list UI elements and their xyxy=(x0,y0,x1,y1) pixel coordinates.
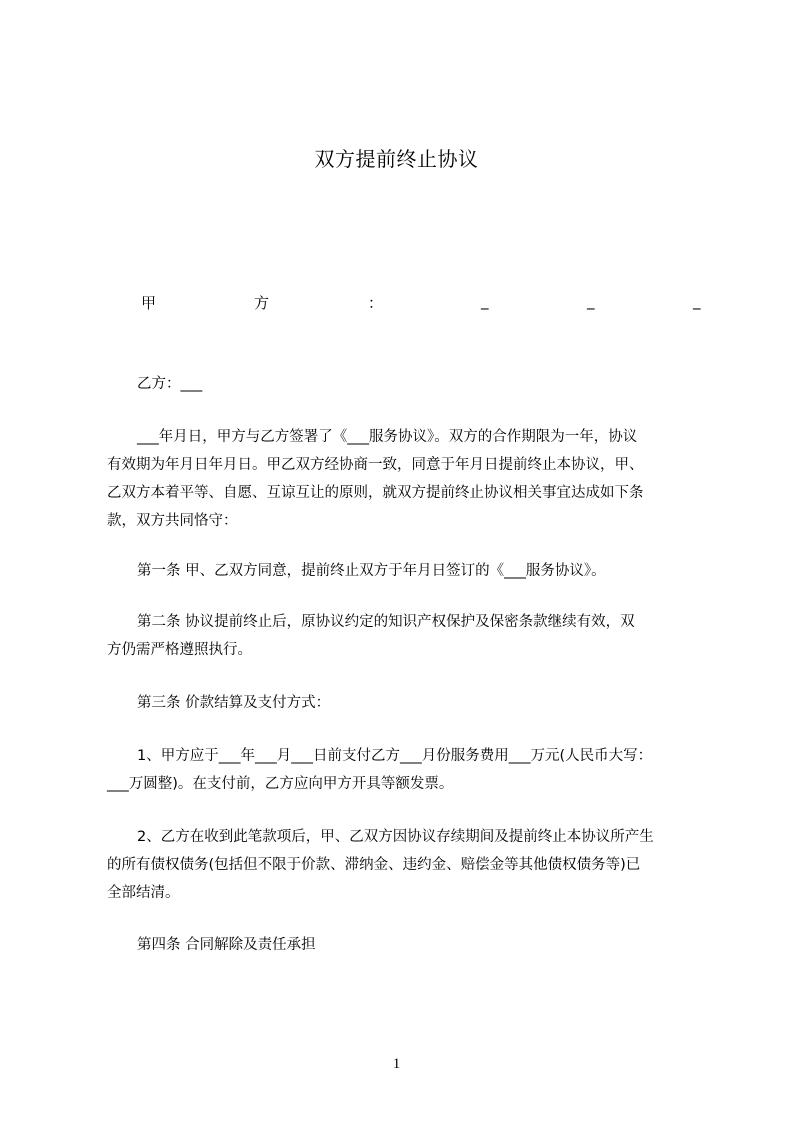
clause-1-line-1: 1、甲方应于___年___月___日前支付乙方___月份服务费用___万元(人民币大写： xyxy=(137,748,653,764)
page-number: 1 xyxy=(392,1056,401,1072)
article-1: 第一条 甲、乙双方同意，提前终止双方于年月日签订的《___服务协议》。 xyxy=(137,563,606,579)
party-a-blank-1: _ xyxy=(481,292,489,310)
intro-line-4: 款，双方共同恪守： xyxy=(107,513,238,529)
clause-2-line-1: 2、乙方在收到此笔款项后，甲、乙双方因协议存续期间及提前终止本协议所产生 xyxy=(137,829,654,845)
intro-line-1: ___年月日，甲方与乙方签署了《___服务协议》。双方的合作期限为一年，协议 xyxy=(137,429,638,445)
clause-2-line-2: 的所有债权债务(包括但不限于价款、滞纳金、违约金、赔偿金等其他债权债务等)已 xyxy=(107,857,641,873)
clause-1-line-2: ___万圆整)。在支付前，乙方应向甲方开具等额发票。 xyxy=(107,776,454,792)
article-4: 第四条 合同解除及责任承担 xyxy=(137,937,316,953)
article-2-line-2: 方仍需严格遵照执行。 xyxy=(107,642,252,658)
party-a-blank-3: _ xyxy=(693,292,701,310)
party-a-colon: ： xyxy=(368,294,384,312)
intro-line-3: 乙双方本着平等、自愿、互谅互让的原则，就双方提前终止协议相关事宜达成如下条 xyxy=(107,485,644,501)
document-title: 双方提前终止协议 xyxy=(314,147,479,171)
party-a-label-char2: 方 xyxy=(254,294,270,312)
article-2-line-1: 第二条 协议提前终止后，原协议约定的知识产权保护及保密条款继续有效，双 xyxy=(137,614,635,630)
article-3: 第三条 价款结算及支付方式： xyxy=(137,695,331,711)
clause-2-line-3: 全部结清。 xyxy=(107,885,180,901)
intro-line-2: 有效期为年月日年月日。甲乙双方经协商一致，同意于年月日提前终止本协议，甲、 xyxy=(107,457,644,473)
party-a-label-char1: 甲 xyxy=(141,294,157,312)
party-a-blank-2: _ xyxy=(587,292,595,310)
party-b-line: 乙方：___ xyxy=(137,376,203,392)
